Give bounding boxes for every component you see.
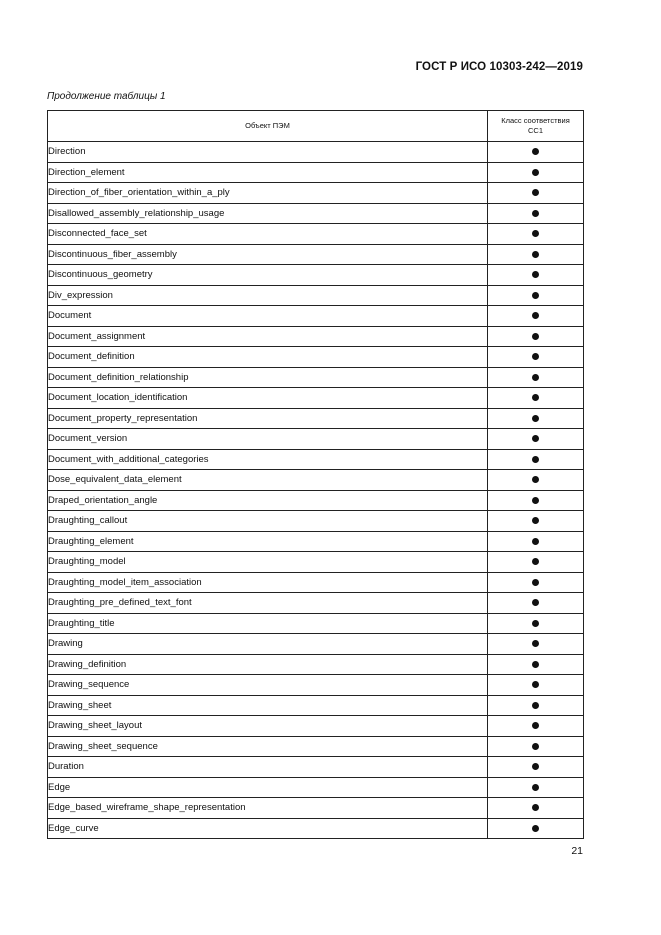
conformance-mark-cell <box>488 449 584 470</box>
filled-circle-icon <box>532 702 539 709</box>
conformance-mark-cell <box>488 613 584 634</box>
table-row <box>48 244 584 265</box>
entity-name-cell: Disconnected_face_set <box>48 224 488 245</box>
entity-name-cell: Draughting_title <box>48 613 488 634</box>
entity-name-cell: Draughting_element <box>48 531 488 552</box>
table-row <box>48 408 584 429</box>
table-row <box>48 388 584 409</box>
filled-circle-icon <box>532 497 539 504</box>
filled-circle-icon <box>532 804 539 811</box>
entity-name-cell: Document_property_representation <box>48 408 488 429</box>
conformance-mark-cell <box>488 675 584 696</box>
entity-name-cell: Disallowed_assembly_relationship_usage <box>48 203 488 224</box>
table-row <box>48 265 584 286</box>
conformance-mark-cell <box>488 757 584 778</box>
conformance-mark-cell <box>488 306 584 327</box>
filled-circle-icon <box>532 763 539 770</box>
entity-name-cell: Direction_of_fiber_orientation_within_a_ply <box>48 183 488 204</box>
entity-name-cell: Drawing_sheet_sequence <box>48 736 488 757</box>
table-row <box>48 798 584 819</box>
table-row <box>48 818 584 839</box>
entity-name-cell: Direction <box>48 142 488 163</box>
entity-name-cell: Document_with_additional_categories <box>48 449 488 470</box>
table-row <box>48 634 584 655</box>
conformance-mark-cell <box>488 429 584 450</box>
entity-name-cell: Draughting_pre_defined_text_font <box>48 593 488 614</box>
table-row <box>48 449 584 470</box>
entity-name-cell: Edge_curve <box>48 818 488 839</box>
entity-name-cell: Drawing <box>48 634 488 655</box>
entity-name-cell: Discontinuous_fiber_assembly <box>48 244 488 265</box>
filled-circle-icon <box>532 353 539 360</box>
conformance-mark-cell <box>488 511 584 532</box>
table-row <box>48 531 584 552</box>
table-row <box>48 142 584 163</box>
table-row <box>48 162 584 183</box>
table-row <box>48 470 584 491</box>
table-row <box>48 429 584 450</box>
filled-circle-icon <box>532 784 539 791</box>
entity-name-cell: Draughting_model <box>48 552 488 573</box>
filled-circle-icon <box>532 374 539 381</box>
conformance-table <box>47 110 584 839</box>
filled-circle-icon <box>532 230 539 237</box>
table-row <box>48 224 584 245</box>
filled-circle-icon <box>532 825 539 832</box>
entity-name-cell: Edge <box>48 777 488 798</box>
entity-name-cell: Document_location_identification <box>48 388 488 409</box>
filled-circle-icon <box>532 189 539 196</box>
filled-circle-icon <box>532 640 539 647</box>
table-row <box>48 675 584 696</box>
entity-name-cell: Draughting_callout <box>48 511 488 532</box>
table-row <box>48 183 584 204</box>
conformance-mark-cell <box>488 408 584 429</box>
table-row <box>48 593 584 614</box>
conformance-mark-cell <box>488 654 584 675</box>
conformance-mark-cell <box>488 736 584 757</box>
filled-circle-icon <box>532 292 539 299</box>
entity-name-cell: Drawing_sequence <box>48 675 488 696</box>
filled-circle-icon <box>532 271 539 278</box>
filled-circle-icon <box>532 599 539 606</box>
table-row <box>48 572 584 593</box>
table-row <box>48 203 584 224</box>
conformance-mark-cell <box>488 470 584 491</box>
conformance-mark-cell <box>488 593 584 614</box>
conformance-mark-cell <box>488 326 584 347</box>
table-row <box>48 613 584 634</box>
conformance-mark-cell <box>488 265 584 286</box>
table-row <box>48 306 584 327</box>
conformance-mark-cell <box>488 244 584 265</box>
conformance-mark-cell <box>488 162 584 183</box>
conformance-mark-cell <box>488 798 584 819</box>
entity-name-cell: Div_expression <box>48 285 488 306</box>
entity-name-cell: Draughting_model_item_association <box>48 572 488 593</box>
filled-circle-icon <box>532 415 539 422</box>
conformance-mark-cell <box>488 203 584 224</box>
filled-circle-icon <box>532 722 539 729</box>
table-row <box>48 716 584 737</box>
page-number: 21 <box>571 845 583 857</box>
conformance-mark-cell <box>488 716 584 737</box>
conformance-mark-cell <box>488 695 584 716</box>
entity-name-cell: Document_definition_relationship <box>48 367 488 388</box>
filled-circle-icon <box>532 435 539 442</box>
table-row <box>48 490 584 511</box>
entity-name-cell: Document_assignment <box>48 326 488 347</box>
filled-circle-icon <box>532 251 539 258</box>
entity-name-cell: Document_definition <box>48 347 488 368</box>
table-row <box>48 347 584 368</box>
table-row <box>48 695 584 716</box>
entity-name-cell: Document <box>48 306 488 327</box>
table-row <box>48 552 584 573</box>
table-row <box>48 654 584 675</box>
filled-circle-icon <box>532 210 539 217</box>
conformance-mark-cell <box>488 183 584 204</box>
column-header-conformance-class-text: Класс соответствия СС1 <box>501 116 570 135</box>
table-row <box>48 736 584 757</box>
table-body <box>48 142 584 839</box>
filled-circle-icon <box>532 661 539 668</box>
entity-name-cell: Edge_based_wireframe_shape_representation <box>48 798 488 819</box>
conformance-mark-cell <box>488 552 584 573</box>
filled-circle-icon <box>532 312 539 319</box>
entity-name-cell: Discontinuous_geometry <box>48 265 488 286</box>
filled-circle-icon <box>532 394 539 401</box>
entity-name-cell: Dose_equivalent_data_element <box>48 470 488 491</box>
table-row <box>48 511 584 532</box>
entity-name-cell: Document_version <box>48 429 488 450</box>
entity-name-cell: Draped_orientation_angle <box>48 490 488 511</box>
entity-name-cell: Direction_element <box>48 162 488 183</box>
document-code: ГОСТ Р ИСО 10303-242—2019 <box>415 61 583 73</box>
entity-name-cell: Drawing_sheet <box>48 695 488 716</box>
filled-circle-icon <box>532 333 539 340</box>
table-row <box>48 367 584 388</box>
conformance-mark-cell <box>488 634 584 655</box>
filled-circle-icon <box>532 743 539 750</box>
conformance-mark-cell <box>488 490 584 511</box>
entity-name-cell: Drawing_sheet_layout <box>48 716 488 737</box>
conformance-mark-cell <box>488 367 584 388</box>
filled-circle-icon <box>532 169 539 176</box>
conformance-mark-cell <box>488 818 584 839</box>
table-row <box>48 326 584 347</box>
filled-circle-icon <box>532 476 539 483</box>
filled-circle-icon <box>532 579 539 586</box>
filled-circle-icon <box>532 538 539 545</box>
filled-circle-icon <box>532 517 539 524</box>
table-header-row <box>48 111 584 142</box>
column-header-conformance-class <box>488 111 584 142</box>
table-caption: Продолжение таблицы 1 <box>47 91 166 102</box>
conformance-mark-cell <box>488 347 584 368</box>
filled-circle-icon <box>532 456 539 463</box>
column-header-object: Объект ПЭМ <box>48 111 488 142</box>
entity-name-cell: Duration <box>48 757 488 778</box>
conformance-mark-cell <box>488 777 584 798</box>
conformance-mark-cell <box>488 142 584 163</box>
entity-name-cell: Drawing_definition <box>48 654 488 675</box>
filled-circle-icon <box>532 620 539 627</box>
conformance-mark-cell <box>488 531 584 552</box>
table-row <box>48 285 584 306</box>
conformance-mark-cell <box>488 572 584 593</box>
filled-circle-icon <box>532 558 539 565</box>
conformance-mark-cell <box>488 224 584 245</box>
filled-circle-icon <box>532 681 539 688</box>
conformance-mark-cell <box>488 285 584 306</box>
table-row <box>48 777 584 798</box>
table-row <box>48 757 584 778</box>
filled-circle-icon <box>532 148 539 155</box>
conformance-mark-cell <box>488 388 584 409</box>
